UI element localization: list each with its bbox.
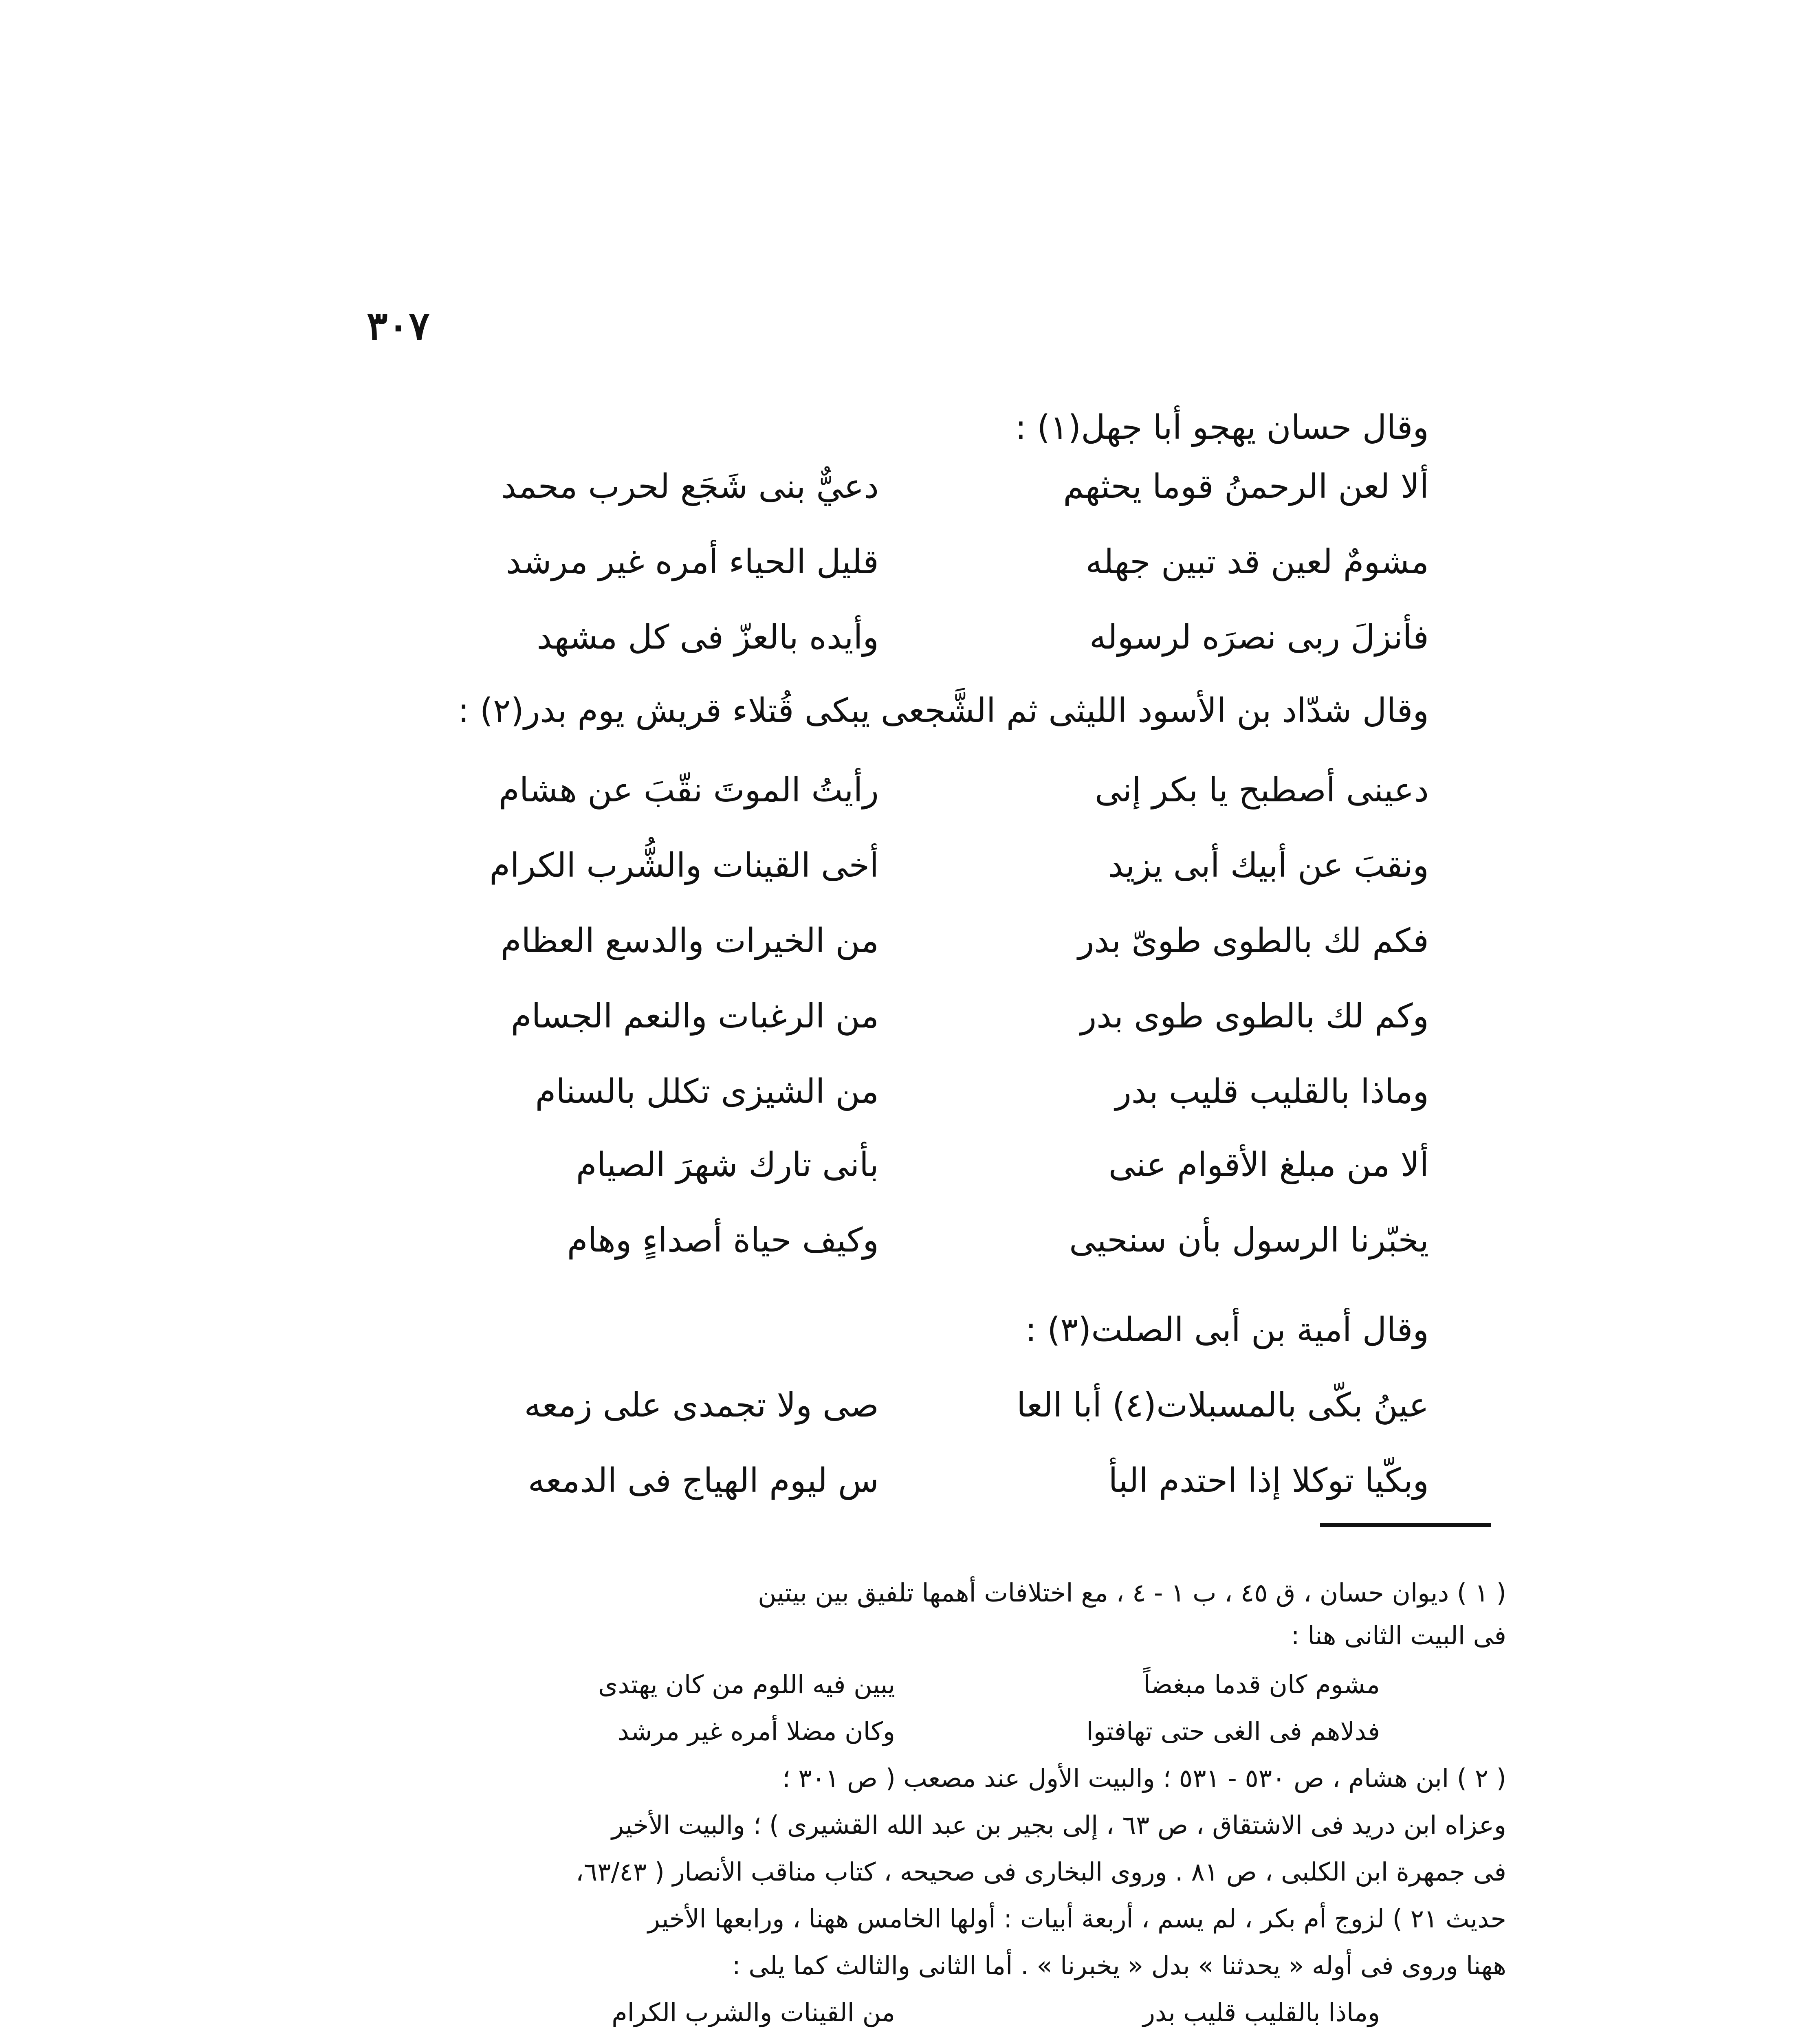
verse-second-hemistich: من الرغبات والنعم الجسام — [511, 997, 879, 1036]
footnote-separator — [1320, 1523, 1491, 1527]
verse-first-hemistich: ألا لعن الرحمنُ قوما يحثهم — [1063, 467, 1429, 506]
verse-second-hemistich: صى ولا تجمدى على زمعه — [524, 1386, 879, 1425]
verse-first-hemistich: ألا من مبلغ الأقوام عنى — [1108, 1146, 1429, 1184]
footnote-line: ههنا وروى فى أوله « يحدثنا » بدل « يخبرنا » . أما الثانى والثالث كما يلى : — [732, 1951, 1506, 1980]
footnote-verse-first: مشوم كان قدما مبغضاً — [1143, 1670, 1380, 1699]
verse-second-hemistich: وأيده بالعزّ فى كل مشهد — [537, 618, 879, 657]
footnote-line: ( ٢ ) ابن هشام ، ص ٥٣٠ - ٥٣١ ؛ والبيت الأول عند مصعب ( ص ٣٠١ ؛ — [782, 1763, 1506, 1793]
verse-second-hemistich: من الخيرات والدسع العظام — [500, 922, 879, 960]
verse-first-hemistich: ونقبَ عن أبيك أبى يزيد — [1108, 846, 1429, 885]
verse-second-hemistich: س ليوم الهياج فى الدمعه — [528, 1461, 879, 1500]
verse-second-hemistich: قليل الحياء أمره غير مرشد — [506, 543, 879, 581]
poem-intro: وقال شدّاد بن الأسود الليثى ثم الشَّجعى يبكى قُتلاء قريش يوم بدر(٢) : — [458, 691, 1429, 730]
verse-first-hemistich: مشومٌ لعين قد تبين جهله — [1085, 543, 1429, 581]
verse-first-hemistich: وبكّيا توكلا إذا احتدم البأ — [1108, 1461, 1429, 1500]
verse-second-hemistich: بأنى تارك شهرَ الصيام — [576, 1146, 879, 1184]
verse-first-hemistich: عينُ بكّى بالمسبلات(٤) أبا العا — [1017, 1386, 1429, 1425]
verse-second-hemistich: أخى القينات والشُّرب الكرام — [489, 846, 879, 885]
poem-intro: وقال أمية بن أبى الصلت(٣) : — [1025, 1311, 1429, 1349]
footnote-line: حديث ٢١ ) لزوج أم بكر ، لم يسم ، أربعة أبيات : أولها الخامس ههنا ، ورابعها الأخير — [647, 1904, 1506, 1934]
footnote-verse-first: فدلاهم فى الغى حتى تهافتوا — [1086, 1716, 1380, 1746]
verse-first-hemistich: دعينى أصطبح يا بكر إنى — [1095, 771, 1429, 810]
footnote-verse-second: وكان مضلا أمره غير مرشد — [617, 1716, 895, 1746]
footnote-line: فى جمهرة ابن الكلبى ، ص ٨١ . وروى البخارى فى صحيحه ، كتاب مناقب الأنصار ( ٦٣/٤٣، — [575, 1857, 1506, 1887]
footnote-line: فى البيت الثانى هنا : — [1291, 1621, 1506, 1650]
footnote-verse-second: يبين فيه اللوم من كان يهتدى — [598, 1670, 895, 1699]
footnote-verse-first: وماذا بالقليب قليب بدر — [1142, 1997, 1380, 2027]
verse-first-hemistich: يخبّرنا الرسول بأن سنحيى — [1069, 1221, 1429, 1260]
verse-first-hemistich: وماذا بالقليب قليب بدر — [1115, 1072, 1429, 1111]
verse-second-hemistich: وكيف حياة أصداءٍ وهام — [567, 1221, 879, 1260]
verse-first-hemistich: وكم لك بالطوى طوى بدر — [1080, 997, 1429, 1036]
page-number: ٣٠٧ — [367, 303, 430, 349]
verse-second-hemistich: دعيٌّ بنى شَجَع لحرب محمد — [501, 467, 879, 506]
footnote-line: ( ١ ) ديوان حسان ، ق ٤٥ ، ب ١ - ٤ ، مع اختلافات أهمها تلفيق بين بيتين — [758, 1578, 1506, 1608]
verse-first-hemistich: فكم لك بالطوى طوىّ بدر — [1078, 922, 1429, 960]
verse-first-hemistich: فأنزلَ ربى نصرَه لرسوله — [1089, 618, 1429, 657]
verse-second-hemistich: رأيتُ الموتَ نقّبَ عن هشام — [498, 771, 879, 810]
poem-intro: وقال حسان يهجو أبا جهل(١) : — [1015, 408, 1429, 447]
verse-second-hemistich: من الشيزى تكلل بالسنام — [535, 1072, 879, 1111]
footnote-line: وعزاه ابن دريد فى الاشتقاق ، ص ٦٣ ، إلى بجير بن عبد الله القشيرى ) ؛ والبيت الأخير — [611, 1810, 1506, 1840]
footnote-verse-second: من القينات والشرب الكرام — [612, 1997, 895, 2027]
